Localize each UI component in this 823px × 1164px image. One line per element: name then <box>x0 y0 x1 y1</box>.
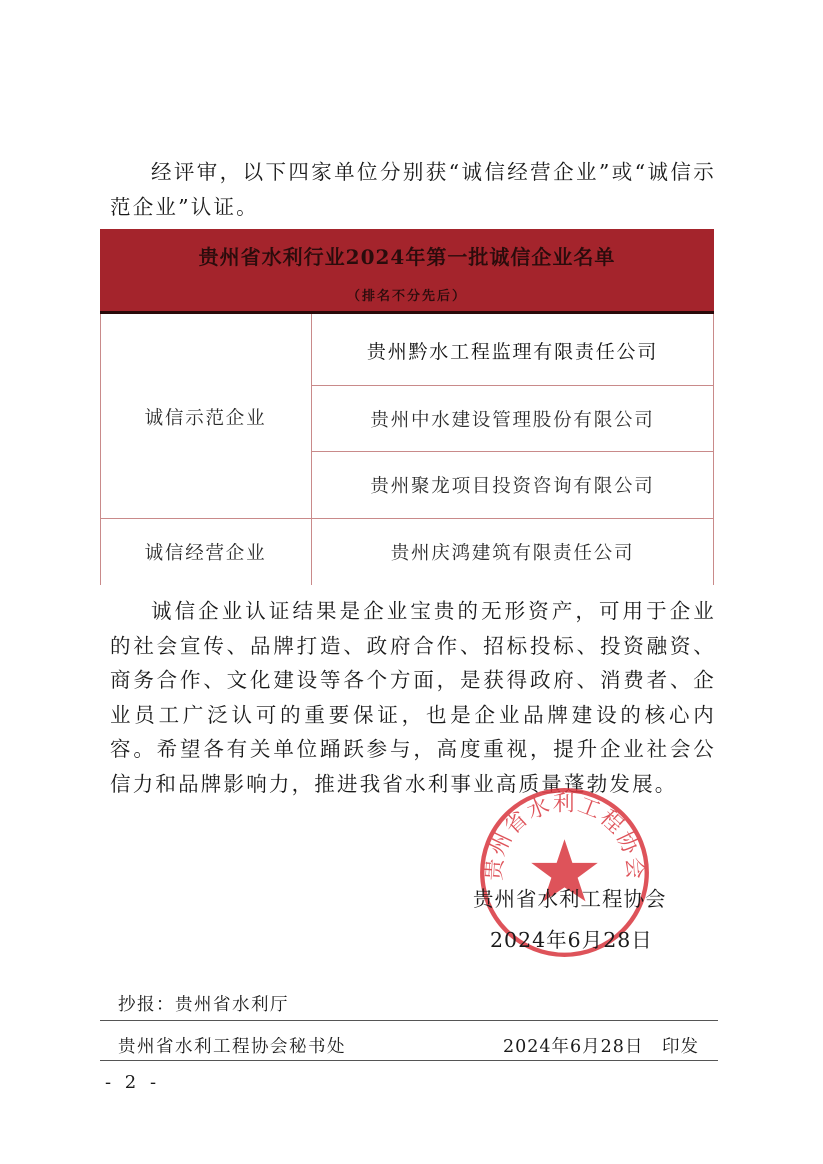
certified-companies-table <box>100 229 714 585</box>
footer-bottom-rule <box>100 1060 718 1061</box>
table-border-right <box>713 314 714 585</box>
table-header <box>100 229 714 314</box>
company-cell: 贵州庆鸿建筑有限责任公司 <box>390 543 635 564</box>
category-cell-demonstration: 诚信示范企业 <box>144 407 267 429</box>
company-cell: 贵州黔水工程监理有限责任公司 <box>366 340 659 363</box>
body-paragraph: 诚信企业认证结果是企业宝贵的无形资产，可用于企业的社会宣传、品牌打造、政府合作、招标投标、投资融资、商务合作、文化建设等各个方面，是获得政府、消费者、企业员工广泛认可的重要保证，也是企业品牌建设的核心内容。希望各有关单位踊跃参与，高度重视，提升企业社会公信力和品牌影响力，推进我省水利事业高质量蓬勃发展。 <box>110 599 716 796</box>
issuing-office: 贵州省水利工程协会秘书处 <box>118 1037 346 1057</box>
category-cell-operation: 诚信经营企业 <box>144 543 267 564</box>
signing-date: 2024年6月28日 <box>490 928 653 952</box>
page-number: - 2 - <box>105 1072 161 1093</box>
intro-paragraph: 经评审，以下四家单位分别获“诚信经营企业”或“诚信示范企业”认证。 <box>110 160 716 219</box>
footer-top-rule <box>100 1020 718 1021</box>
company-cell: 贵州聚龙项目投资咨询有限公司 <box>370 476 655 497</box>
seal-text: 贵州省水利工程协会 <box>481 791 648 882</box>
signing-organization: 贵州省水利工程协会 <box>473 887 667 911</box>
table-title: 贵州省水利行业2024年第一批诚信企业名单 <box>198 245 616 269</box>
print-date: 2024年6月28日 印发 <box>503 1037 699 1057</box>
table-subtitle: （排名不分先后） <box>346 289 467 304</box>
company-cell: 贵州中水建设管理股份有限公司 <box>370 409 655 431</box>
cc-recipient: 抄报：贵州省水利厅 <box>118 995 289 1015</box>
